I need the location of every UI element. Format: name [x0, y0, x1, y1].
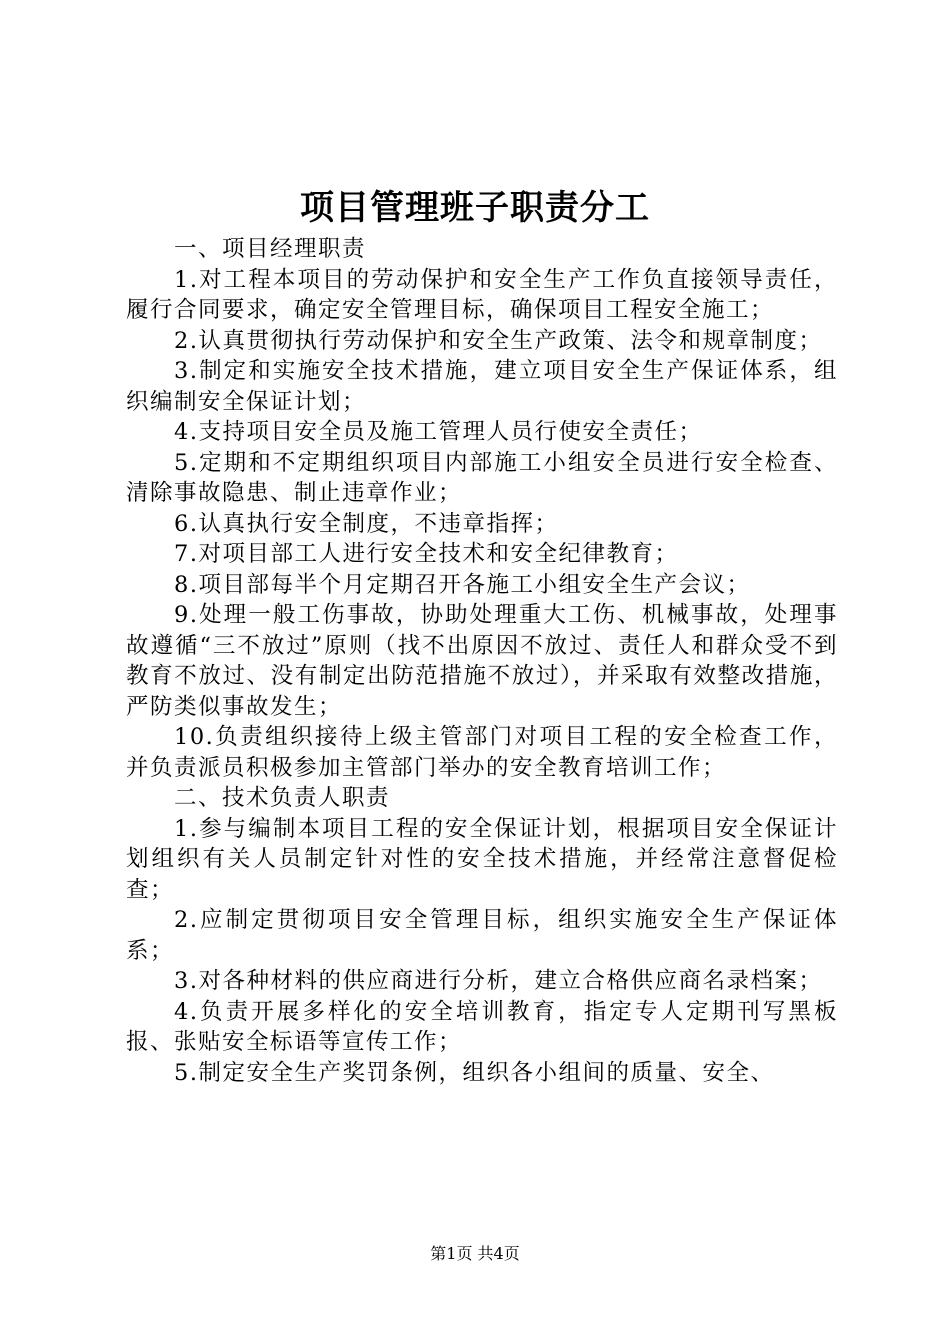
paragraph: 8.项目部每半个月定期召开各施工小组安全生产会议； — [174, 571, 751, 598]
paragraph: 6.认真执行安全制度，不违章指挥； — [174, 510, 559, 537]
section-heading: 一、项目经理职责 — [174, 236, 367, 262]
paragraph: 5.定期和不定期组织项目内部施工小组安全员进行安全检查、清除事故隐患、制止违章作业； — [126, 449, 838, 506]
paragraph: 3.制定和实施安全技术措施，建立项目安全生产保证体系，组织编制安全保证计划； — [126, 358, 838, 415]
page-footer: 第1页 共4页 — [430, 1244, 520, 1263]
paragraph: 4.支持项目安全员及施工管理人员行使安全责任； — [174, 419, 703, 445]
section-heading: 二、技术负责人职责 — [174, 785, 391, 811]
paragraph: 5.制定安全生产奖罚条例，组织各小组间的质量、安全、 — [174, 1059, 775, 1086]
paragraph: 9.处理一般工伤事故，协助处理重大工伤、机械事故，处理事故遵循“三不放过”原则（找不出原因不放过、责任人和群众受不到教育不放过、没有制定出防范措施不放过），并采取有效整改措施，严防类似事故发生； — [126, 602, 838, 720]
paragraph: 10.负责组织接待上级主管部门对项目工程的安全检查工作，并负责派员积极参加主管部门举办的安全教育培训工作； — [126, 724, 838, 781]
paragraph: 2.认真贯彻执行劳动保护和安全生产政策、法令和规章制度； — [174, 327, 823, 354]
paragraph: 1.对工程本项目的劳动保护和安全生产工作负直接领导责任，履行合同要求，确定安全管理目标，确保项目工程安全施工； — [126, 266, 838, 323]
paragraph: 4.负责开展多样化的安全培训教育，指定专人定期刊写黑板报、张贴安全标语等宣传工作； — [126, 998, 838, 1055]
document-body — [126, 234, 838, 1088]
paragraph: 3.对各种材料的供应商进行分析，建立合格供应商名录档案； — [174, 968, 823, 994]
paragraph: 7.对项目部工人进行安全技术和安全纪律教育； — [174, 541, 679, 567]
paragraph: 2.应制定贯彻项目安全管理目标，组织实施安全生产保证体系； — [126, 907, 838, 964]
paragraph: 1.参与编制本项目工程的安全保证计划，根据项目安全保证计划组织有关人员制定针对性的安全技术措施，并经常注意督促检查； — [126, 815, 838, 903]
document-title: 项目管理班子职责分工 — [300, 188, 650, 228]
